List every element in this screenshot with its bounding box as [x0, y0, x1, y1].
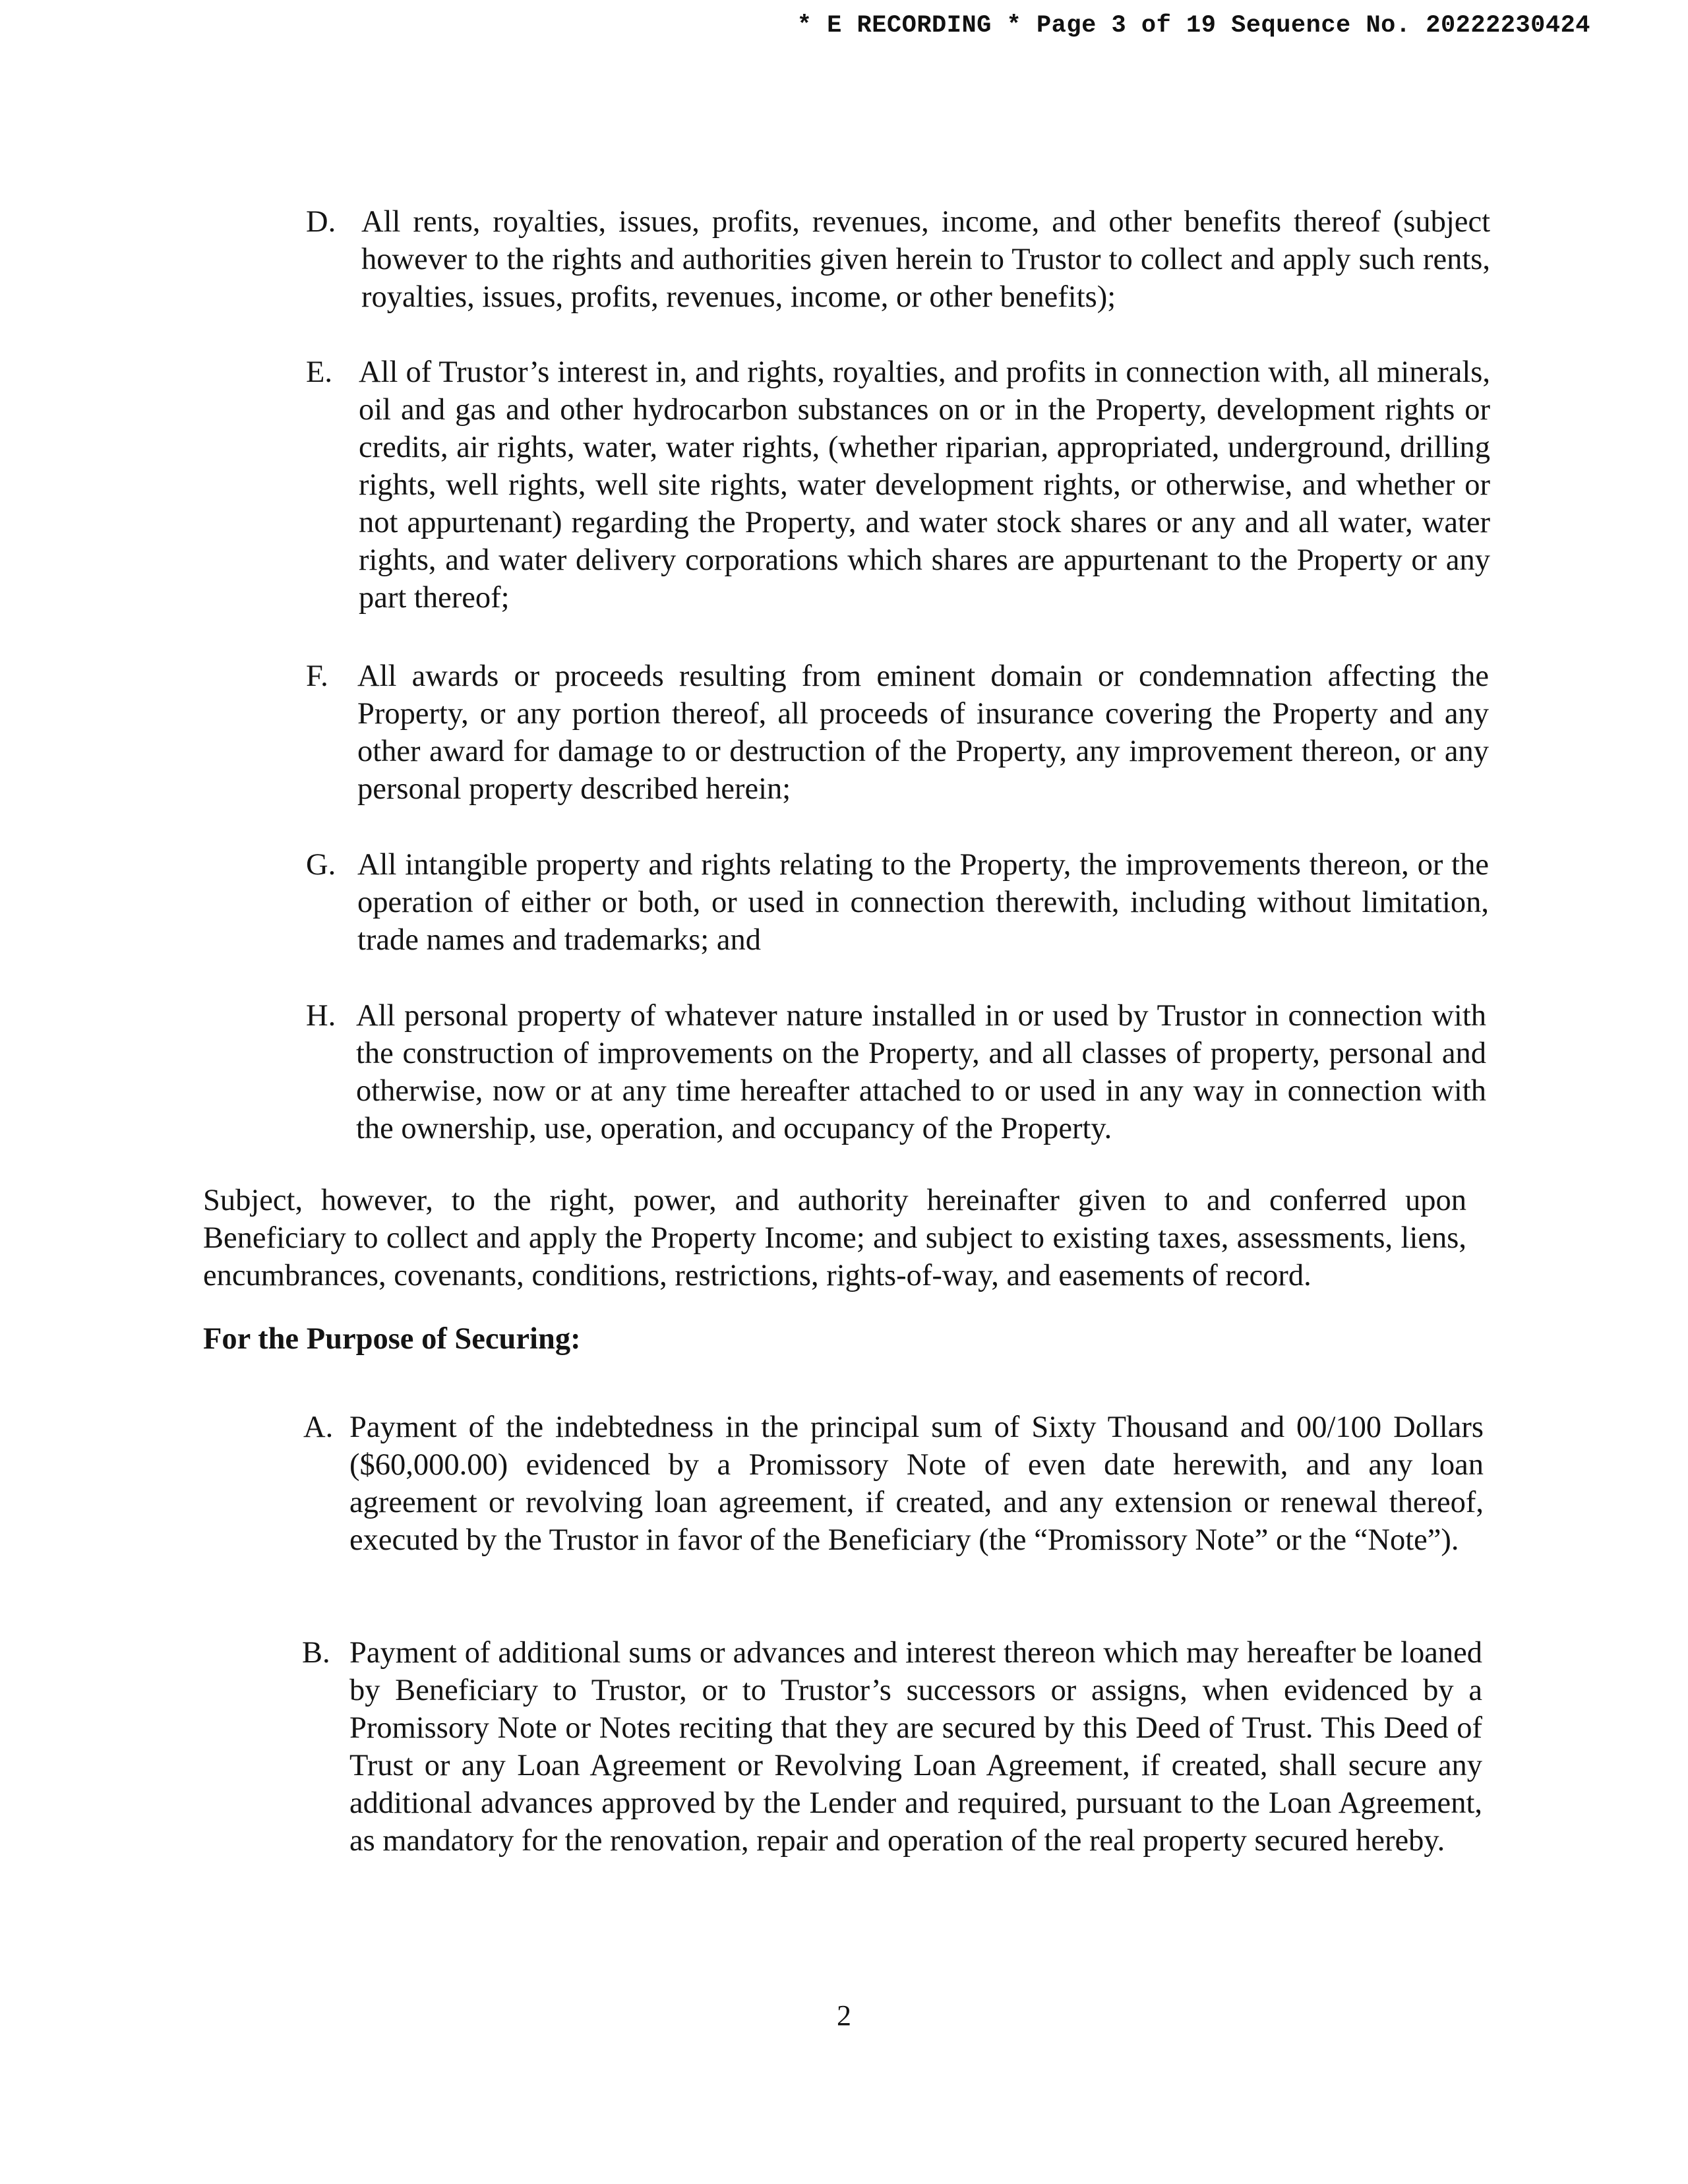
item-label: E. [306, 355, 333, 389]
item-text: Payment of additional sums or advances and interest thereon which may hereafter be loaned by Beneficiary to Trustor, or to Trustor’s successors or assigns, when evidenced by a Promissory Note or Notes reciting that they are secured by this Deed of Trust. This Deed of Trust or any Loan Agreement or Revolving Loan Agreement, if created, shall secure any additional advances approved by the Lender and required, pursuant to the Loan Agreement, as mandatory for the renovation, repair and operation of the real property secured hereby. [349, 1636, 1482, 1858]
item-text: All awards or proceeds resulting from eminent domain or condemnation affecting the Property, or any portion thereof, all proceeds of insurance covering the Property and any other award for damage to or destruction of the Property, any improvement thereon, or any personal property described herein; [357, 659, 1489, 806]
item-text: All rents, royalties, issues, profits, revenues, income, and other benefits thereof (subject however to the rights and authorities given herein to Trustor to collect and apply such rents, royalties, issues, profits, revenues, income, or other benefits); [361, 205, 1490, 314]
subject-paragraph: Subject, however, to the right, power, and authority hereinafter given to and conferred upon Beneficiary to collect and apply the Property Income; and subject to existing taxes, assessments, liens, encumbrances, covenants, conditions, restrictions, rights-of-way, and easements of record. [203, 1184, 1466, 1292]
recording-header: * E RECORDING * Page 3 of 19 Sequence No. 20222230424 [797, 12, 1590, 40]
item-label: B. [302, 1636, 330, 1670]
item-label: G. [306, 848, 336, 882]
item-text: Payment of the indebtedness in the principal sum of Sixty Thousand and 00/100 Dollars ($60,000.00) evidenced by a Promissory Note of even date herewith, and any loan agreement or revolving loan agreement, if created, and any extension or renewal thereof, executed by the Trustor in favor of the Beneficiary (the “Promissory Note” or the “Note”). [349, 1410, 1484, 1557]
item-label: F. [306, 659, 328, 693]
item-label: D. [306, 205, 336, 239]
item-text: All of Trustor’s interest in, and rights, royalties, and profits in connection with, all minerals, oil and gas and other hydrocarbon substances on or in the Property, development rights or credits, air rights, water, water rights, (whether riparian, appropriated, underground, drilling rights, well rights, well site rights, water development rights, or otherwise, and whether or not appurtenant) regarding the Property, and water stock shares or any and all water, water rights, and water delivery corporations which shares are appurtenant to the Property or any part thereof; [359, 355, 1490, 615]
collateral-item-d [306, 203, 1490, 316]
collateral-item-g [306, 846, 1489, 959]
collateral-item-f [306, 657, 1489, 808]
page-number: 2 [837, 1999, 851, 2032]
purpose-item-b [302, 1634, 1482, 1860]
purpose-item-a [303, 1409, 1484, 1559]
collateral-item-h [306, 997, 1486, 1147]
item-label: A. [303, 1410, 334, 1444]
item-text: All intangible property and rights relating to the Property, the improvements thereon, or the operation of either or both, or used in connection therewith, including without limitation, trade names and trademarks; and [357, 848, 1489, 957]
collateral-item-e [306, 353, 1490, 617]
purpose-heading: For the Purpose of Securing: [203, 1322, 581, 1356]
item-text: All personal property of whatever nature installed in or used by Trustor in connection with the construction of improvements on the Property, and all classes of property, personal and otherwise, now or at any time hereafter attached to or used in any way in connection with the ownership, use, operation, and occupancy of the Property. [356, 999, 1486, 1145]
item-label: H. [306, 999, 336, 1033]
